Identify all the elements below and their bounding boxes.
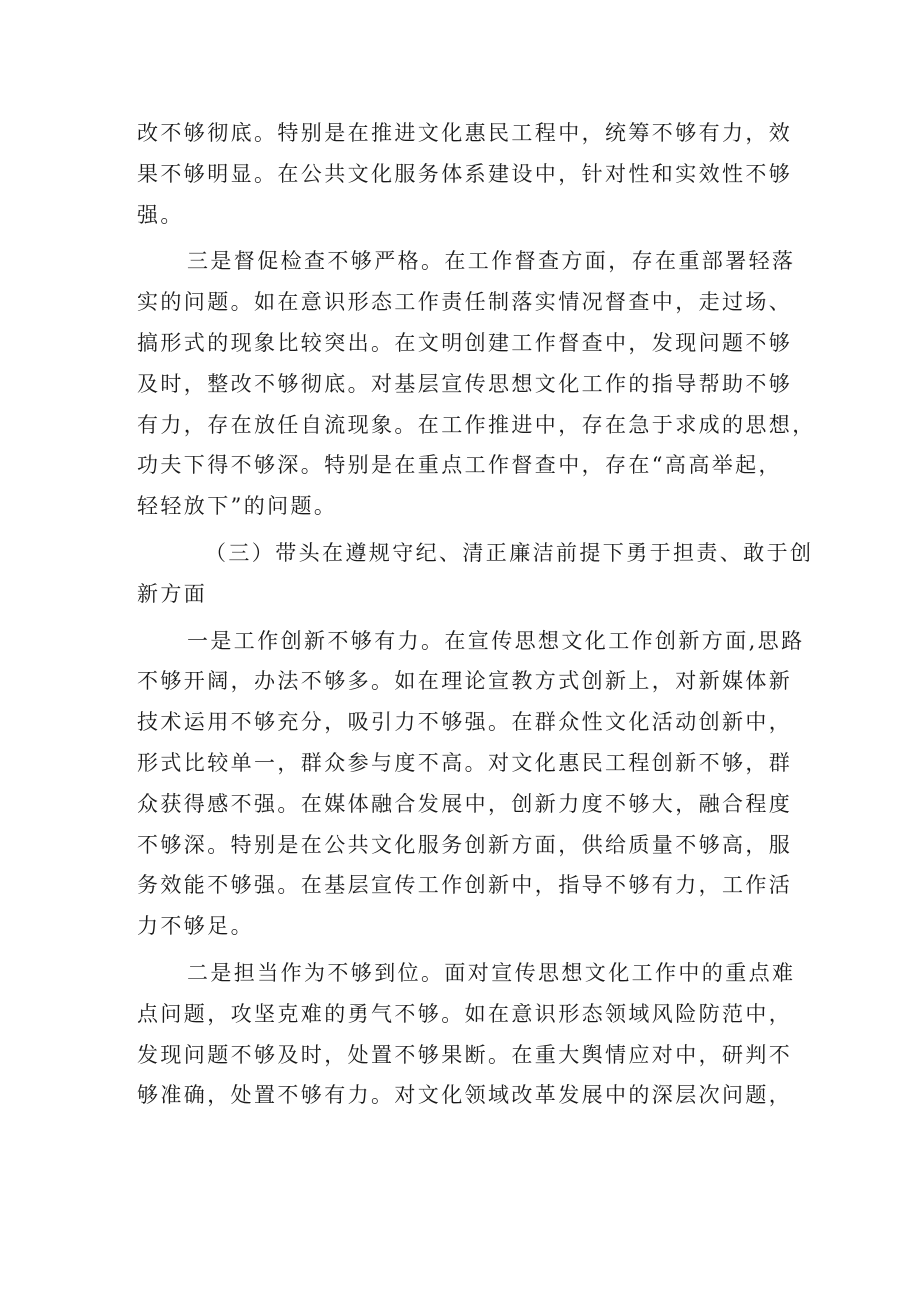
text-line: 一是工作创新不够有力。在宣传思想文化工作创新方面,思路 (187, 628, 805, 653)
text-line: 够准确，处置不够有力。对文化领域改革发展中的深层次问题， (137, 1083, 793, 1108)
text-line: 有力，存在放任自流现象。在工作推进中，存在急于求成的思想， (137, 412, 816, 437)
text-line: 改不够彻底。特别是在推进文化惠民工程中，统筹不够有力，效 (137, 121, 793, 145)
text-line: 力不够足。 (137, 914, 254, 939)
text-line: 不够开阔，办法不够多。如在理论宣教方式创新上，对新媒体新 (137, 669, 793, 694)
text-line: 不够深。特别是在公共文化服务创新方面，供给质量不够高，服 (137, 832, 793, 857)
document-body (137, 113, 816, 1116)
text-line: 功夫下得不够深。特别是在重点工作督查中，存在“高高举起， (137, 453, 782, 478)
text-line: 搞形式的现象比较突出。在文明创建工作督查中，发现问题不够 (137, 330, 793, 355)
section-heading-line: 新方面 (137, 581, 208, 606)
text-line: 技术运用不够充分，吸引力不够强。在群众性文化活动创新中， (137, 710, 793, 735)
text-line: 实的问题。如在意识形态工作责任制落实情况督查中，走过场、 (137, 290, 793, 315)
text-line: 发现问题不够及时，处置不够果断。在重大舆情应对中，研判不 (137, 1042, 793, 1067)
text-line: 三是督促检查不够严格。在工作督查方面，存在重部署轻落 (187, 249, 796, 274)
text-line: 轻轻放下”的问题。 (137, 494, 338, 519)
text-line: 众获得感不强。在媒体融合发展中，创新力度不够大，融合程度 (137, 791, 793, 816)
section-heading-line: （三）带头在遵规守纪、清正廉洁前提下勇于担责、敢于创 (205, 540, 814, 565)
text-line: 强。 (137, 202, 184, 227)
paragraph-innovation (137, 621, 805, 947)
text-line: 果不够明显。在公共文化服务体系建设中，针对性和实效性不够 (137, 161, 793, 186)
text-line: 及时，整改不够彻底。对基层宣传思想文化工作的指导帮助不够 (137, 371, 793, 396)
paragraph-supervision (137, 241, 816, 527)
text-line: 务效能不够强。在基层宣传工作创新中，指导不够有力，工作活 (137, 873, 793, 898)
text-line: 形式比较单一，群众参与度不高。对文化惠民工程创新不够，群 (137, 750, 793, 775)
paragraph-continuation (137, 113, 793, 235)
text-line: 二是担当作为不够到位。面对宣传思想文化工作中的重点难 (187, 960, 796, 985)
text-line: 点问题，攻坚克难的勇气不够。如在意识形态领域风险防范中， (137, 1001, 793, 1026)
paragraph-responsibility (137, 953, 796, 1116)
section-heading (137, 533, 814, 615)
